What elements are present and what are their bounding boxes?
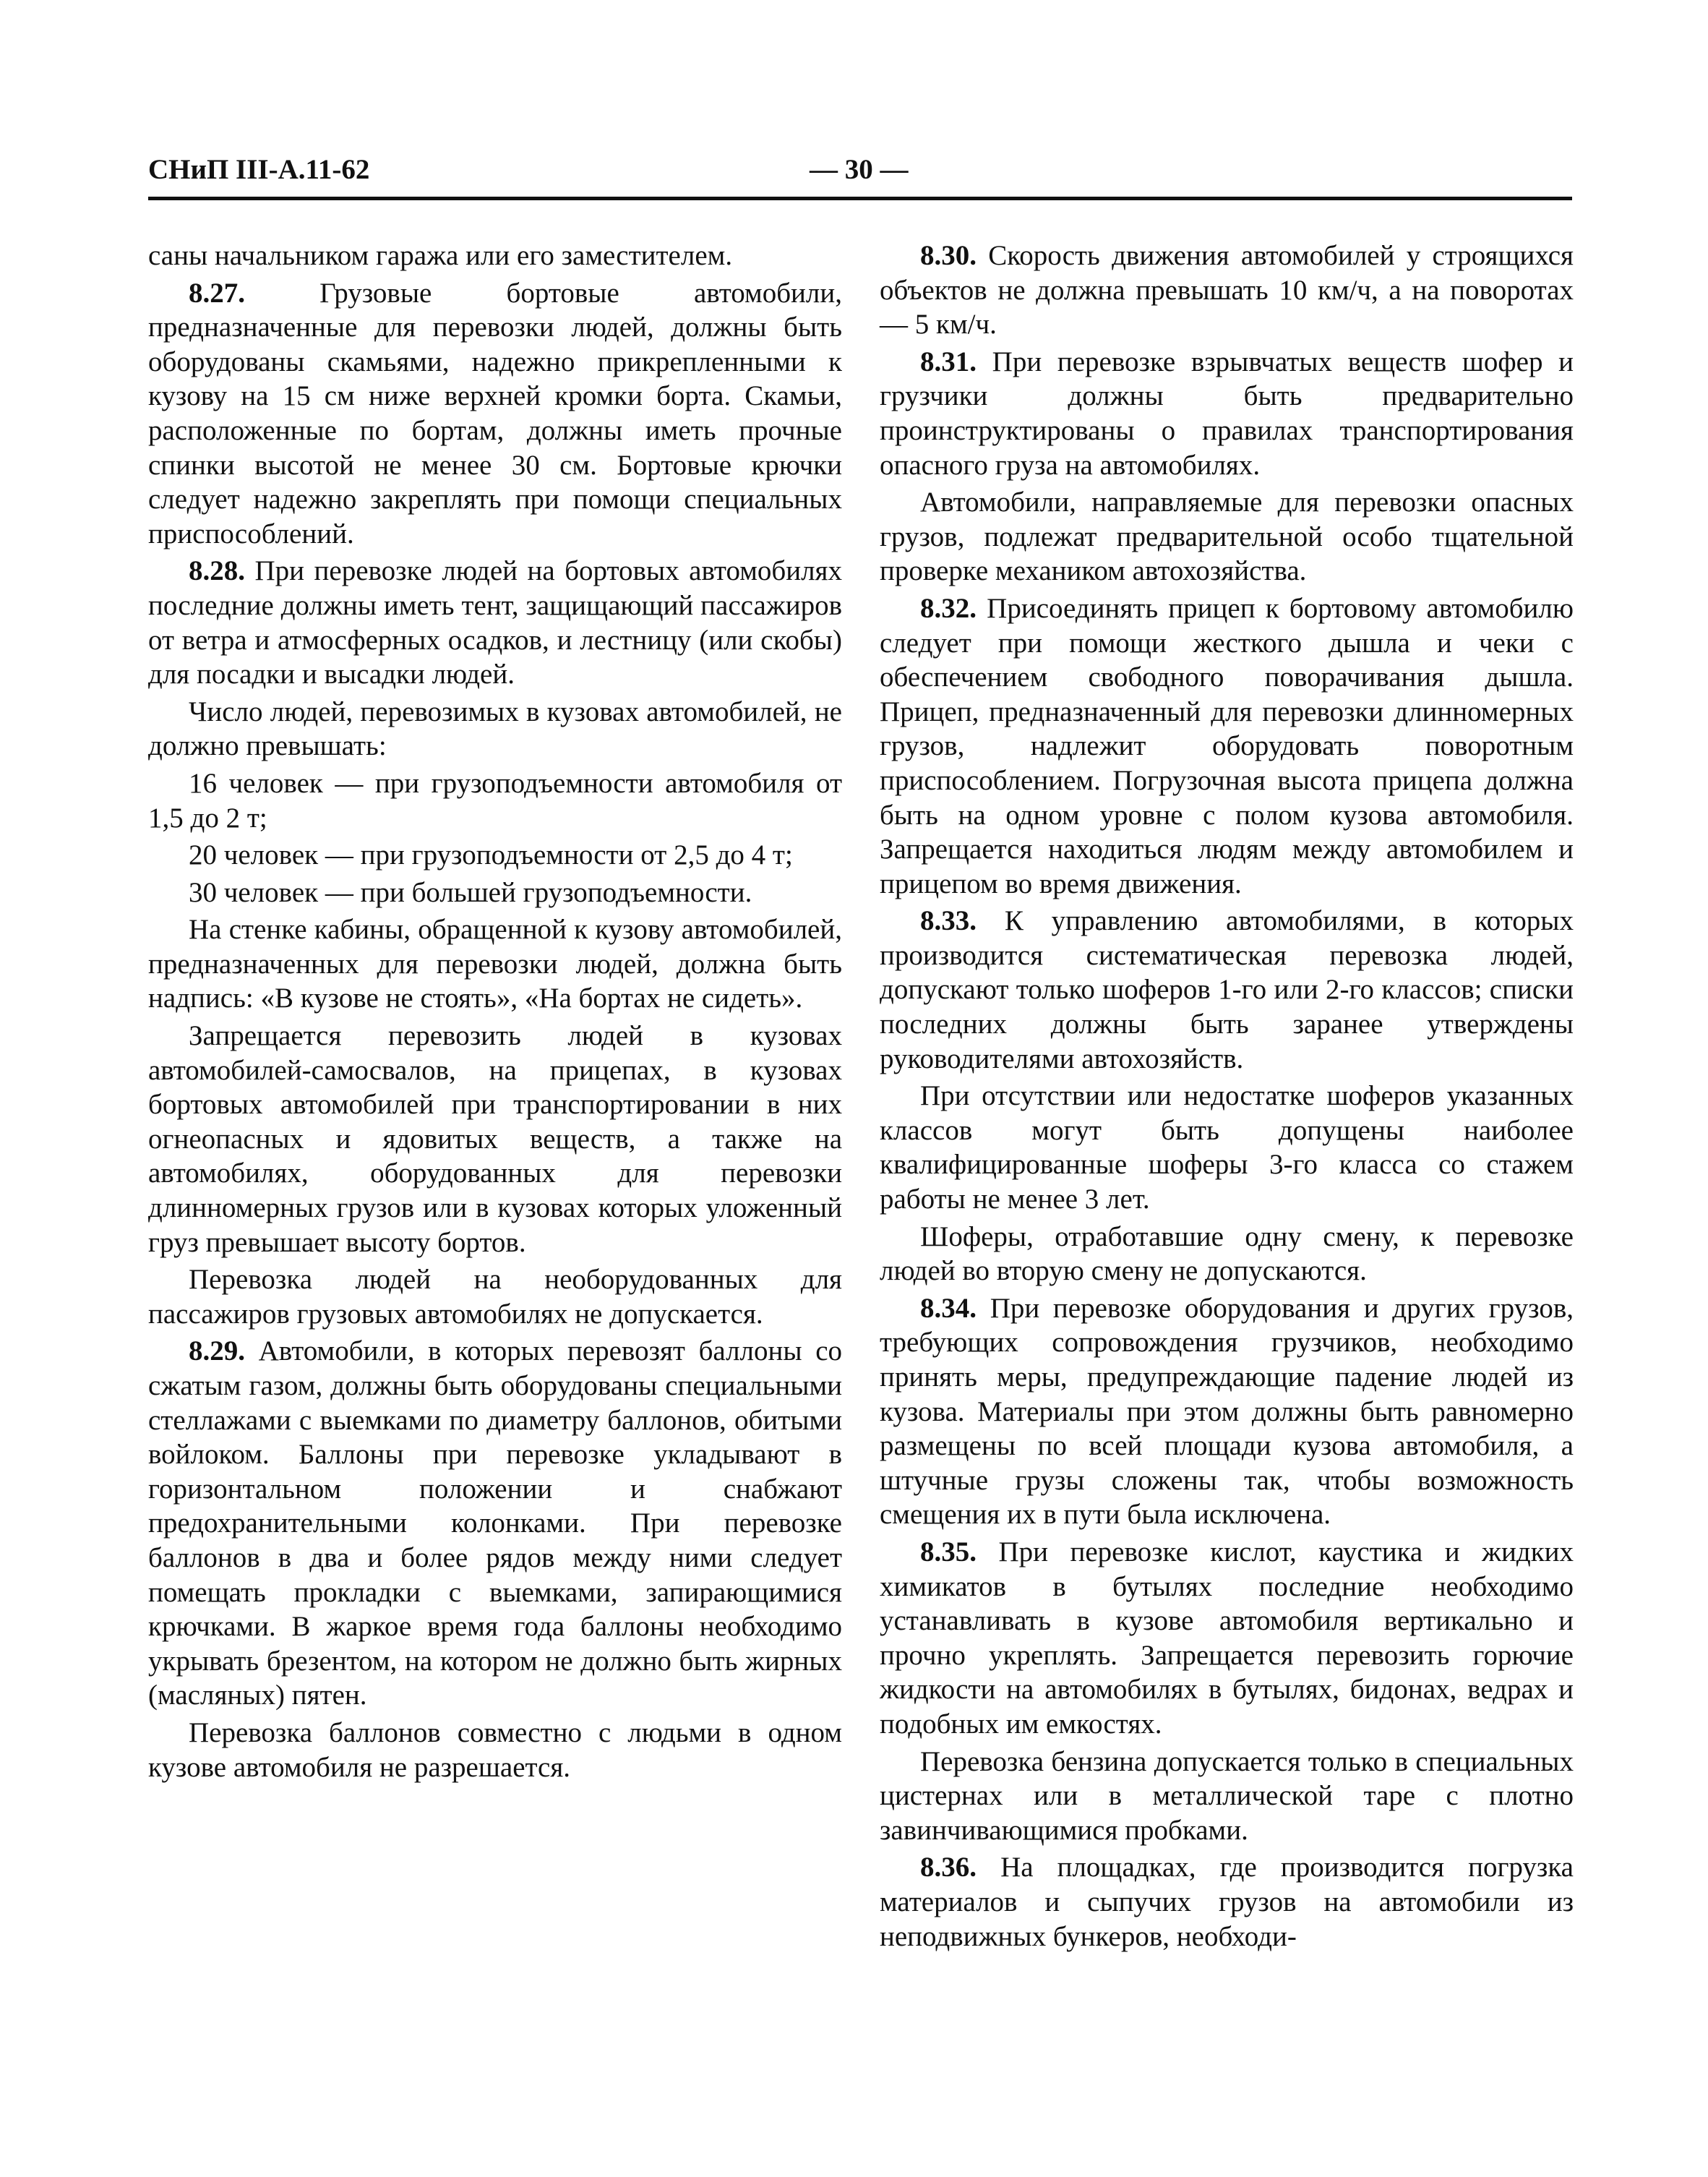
paragraph: саны начальником гаража или его заместителем. (148, 240, 733, 271)
clause-number: 8.35. (920, 1536, 977, 1567)
paragraph: Перевозка людей на необорудованных для пассажиров грузовых автомобилях не допускается. (148, 1264, 842, 1330)
paragraph: 30 человек — при большей грузоподъемности. (189, 876, 752, 908)
paragraph: 8.31. При перевозке взрывчатых веществ шофер и грузчики должны быть предварительно проинструктированы о правилах транспортирования опасного груза на автомобилях. (880, 346, 1574, 481)
paragraph: Автомобили, направляемые для перевозки опасных грузов, подлежат предварительной особо тщательной проверке механиком автохозяйства. (880, 487, 1574, 587)
paragraph: 8.28. При перевозке людей на бортовых автомобилях последние должны иметь тент, защищающий пассажиров от ветра и атмосферных осадков, и лестницу (или скобы) для посадки и высадки людей. (148, 555, 842, 690)
clause-number: 8.27. (189, 277, 245, 309)
paragraph: Шоферы, отработавшие одну смену, к перевозке людей во вторую смену не допускаются. (880, 1220, 1574, 1287)
clause-number: 8.33. (920, 905, 977, 937)
paragraph: Перевозка бензина допускается только в специальных цистернах или в металлической таре с плотно завинчивающимися пробками. (880, 1745, 1574, 1846)
left-column (148, 239, 842, 1787)
clause-number: 8.30. (920, 240, 977, 271)
paragraph: 8.34. При перевозке оборудования и других грузов, требующих сопровождения грузчиков, необходимо принять меры, предупреждающие падение людей из кузова. Материалы при этом должны быть равномерно размещены по всей площади кузова автомобиля, а штучные грузы сложены так, чтобы возможность смещения их в пути была исключена. (880, 1292, 1574, 1531)
page-header (148, 153, 1572, 197)
paragraph: 8.32. Присоединять прицеп к бортовому автомобилю следует при помощи жесткого дышла и чеки с обеспечением свободного поворачивания дышла. Прицеп, предназначенный для перевозки длинномерных грузов, надлежит оборудовать поворотным приспособлением. Погрузочная высота прицепа должна быть на одном уровне с полом кузова автомобиля. Запрещается находиться людям между автомобилем и прицепом во время движения. (880, 592, 1574, 899)
paragraph: Перевозка баллонов совместно с людьми в одном кузове автомобиля не разрешается. (148, 1716, 842, 1783)
clause-number: 8.29. (189, 1335, 245, 1367)
header-rule (148, 197, 1572, 200)
clause-number: 8.36. (920, 1852, 977, 1883)
paragraph: 16 человек — при грузоподъемности автомобиля от 1,5 до 2 т; (148, 767, 842, 834)
paragraph: 8.35. При перевозке кислот, каустика и жидких химикатов в бутылях последние необходимо устанавливать в кузове автомобиля вертикально и прочно укреплять. Запрещается перевозить горючие жидкости на автомобилях в бутылях, бидонах, ведрах и подобных им емкостях. (880, 1536, 1574, 1740)
clause-number: 8.28. (189, 555, 245, 587)
right-column (880, 239, 1574, 1956)
paragraph: 8.29. Автомобили, в которых перевозят баллоны со сжатым газом, должны быть оборудованы специальными стеллажами с выемками по диаметру баллонов, обитыми войлоком. Баллоны при перевозке укладывают в горизонтальном положении и снабжают предохранительными колонками. При перевозке баллонов в два и более рядов между ними следует помещать прокладки с выемками, запирающимися крючками. В жаркое время года баллоны необходимо укрывать брезентом, на котором не должно быть жирных (масляных) пятен. (148, 1335, 842, 1711)
paragraph: Запрещается перевозить людей в кузовах автомобилей-самосвалов, на прицепах, в кузовах бортовых автомобилей при транспортировании в них огнеопасных и ядовитых веществ, а также на автомобилях, оборудованных для перевозки длинномерных грузов или в кузовах которых уложенный груз превышает высоту бортов. (148, 1020, 842, 1258)
paragraph: 20 человек — при грузоподъемности от 2,5 до 4 т; (189, 839, 793, 871)
paragraph: 8.27. Грузовые бортовые автомобили, предназначенные для перевозки людей, должны быть оборудованы скамьями, надежно прикрепленными к кузову на 15 см ниже верхней кромки борта. Скамьи, расположенные по бортам, должны иметь прочные спинки высотой не менее 30 см. Бортовые крючки следует надежно закреплять при помощи специальных приспособлений. (148, 277, 842, 549)
paragraph: 8.30. Скорость движения автомобилей у строящихся объектов не должна превышать 10 км/ч, а на поворотах — 5 км/ч. (880, 240, 1574, 341)
paragraph: На стенке кабины, обращенной к кузову автомобилей, предназначенных для перевозки людей, должна быть надпись: «В кузове не стоять», «На бортах не сидеть». (148, 914, 842, 1014)
clause-number: 8.32. (920, 592, 977, 624)
paragraph: Число людей, перевозимых в кузовах автомобилей, не должно превышать: (148, 696, 842, 762)
document-code: СНиП III-А.11-62 (148, 154, 370, 185)
paragraph: При отсутствии или недостатке шоферов указанных классов могут быть допущены наиболее квалифицированные шоферы 3-го класса со стажем работы не менее 3 лет. (880, 1080, 1574, 1215)
page-number: — 30 — (810, 154, 909, 185)
clause-number: 8.31. (920, 346, 977, 377)
paragraph: 8.33. К управлению автомобилями, в которых производится систематическая перевозка людей, допускают только шоферов 1-го или 2-го классов; списки последних должны быть заранее утверждены руководителями автохозяйств. (880, 905, 1574, 1074)
clause-number: 8.34. (920, 1292, 977, 1324)
paragraph: 8.36. На площадках, где производится погрузка материалов и сыпучих грузов на автомобили из неподвижных бункеров, необходи- (880, 1852, 1574, 1952)
